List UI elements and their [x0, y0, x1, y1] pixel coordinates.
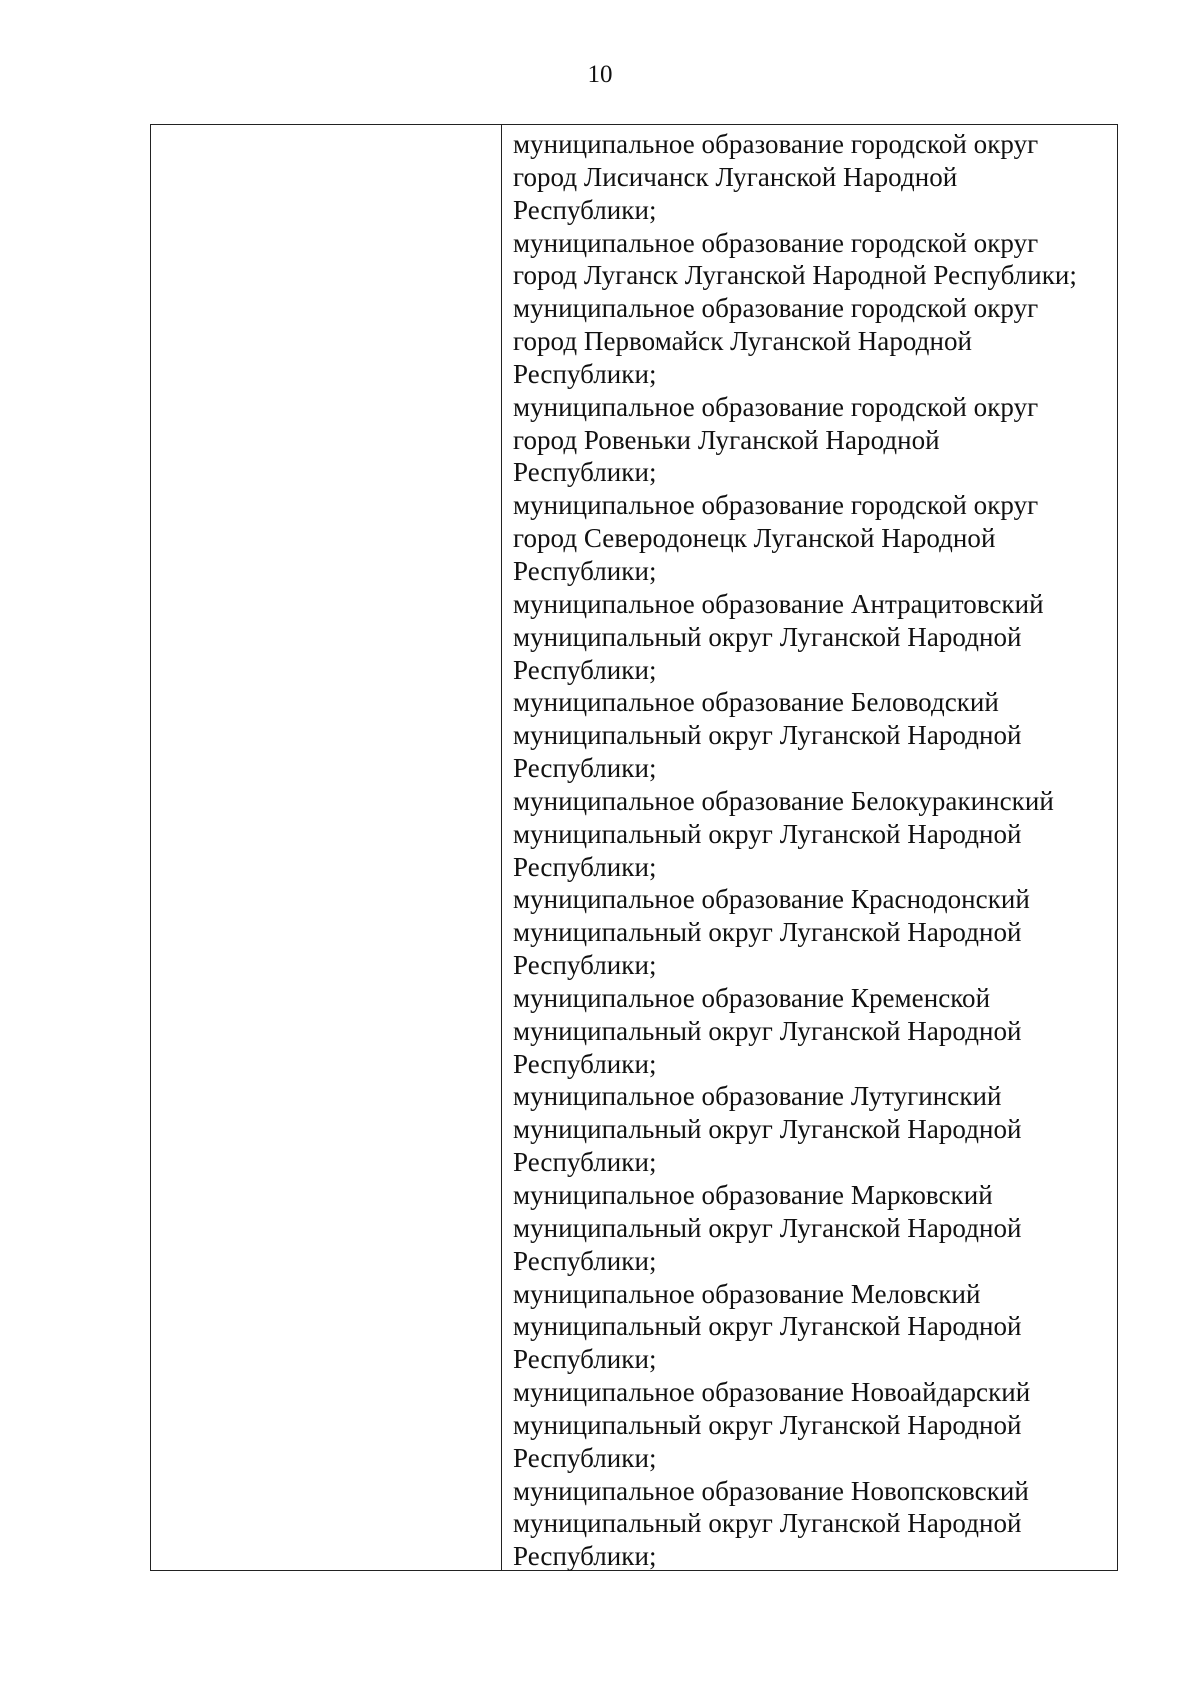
text-line: город Первомайск Луганской Народной [513, 326, 972, 357]
text-line: муниципальный округ Луганской Народной [513, 1212, 1022, 1243]
page-number: 10 [587, 61, 613, 88]
text-line: Республики; [513, 753, 657, 784]
text-line: муниципальный округ Луганской Народной [513, 1311, 1022, 1342]
text-line: муниципальное образование Антрацитовский [513, 588, 1044, 619]
text-line: Республики; [513, 1344, 657, 1375]
text-line: муниципальное образование Беловодский [513, 687, 999, 718]
text-line: муниципальный округ Луганской Народной [513, 720, 1022, 751]
text-line: Республики; [513, 654, 657, 685]
document-table [150, 124, 1118, 1571]
text-line: город Лисичанск Луганской Народной [513, 161, 958, 192]
text-line: муниципальное образование Меловский [513, 1278, 981, 1309]
text-line: Республики; [513, 851, 657, 882]
text-line: муниципальное образование Белокуракинский [513, 785, 1054, 816]
text-line: муниципальный округ Луганской Народной [513, 621, 1022, 652]
table-cell-right [502, 125, 1117, 1570]
text-line: муниципальное образование городской округ [513, 227, 1039, 258]
text-line: муниципальное образование городской округ [513, 293, 1039, 324]
text-line: муниципальное образование Кременской [513, 982, 991, 1013]
text-line: муниципальное образование городской округ [513, 490, 1039, 521]
text-line: муниципальный округ Луганской Народной [513, 917, 1022, 948]
text-line: муниципальное образование Краснодонский [513, 884, 1030, 915]
text-line: муниципальное образование городской округ [513, 391, 1039, 422]
text-line: Республики; [513, 1147, 657, 1178]
text-line: муниципальный округ Луганской Народной [513, 1409, 1022, 1440]
text-line: муниципальный округ Луганской Народной [513, 1015, 1022, 1046]
table-cell-left [151, 125, 502, 1570]
text-line: Республики; [513, 358, 657, 389]
text-line: муниципальный округ Луганской Народной [513, 818, 1022, 849]
text-line: Республики; [513, 555, 657, 586]
text-line: муниципальное образование Новопсковский [513, 1475, 1029, 1506]
text-line: Республики; [513, 457, 657, 488]
text-line: Республики; [513, 1442, 657, 1473]
text-line: Республики; [513, 950, 657, 981]
text-line: муниципальный округ Луганской Народной [513, 1508, 1022, 1539]
text-line: Республики; [513, 1048, 657, 1079]
text-line: муниципальный округ Луганской Народной [513, 1114, 1022, 1145]
text-line: муниципальное образование Лутугинский [513, 1081, 1002, 1112]
text-line: муниципальное образование городской округ [513, 129, 1039, 159]
text-line: Республики; [513, 1541, 657, 1572]
text-line: муниципальное образование Новоайдарский [513, 1377, 1031, 1408]
text-line: город Луганск Луганской Народной Республики; [513, 260, 1077, 291]
text-line: город Ровеньки Луганской Народной [513, 424, 940, 455]
text-line: Республики; [513, 1245, 657, 1276]
text-line: муниципальное образование Марковский [513, 1180, 993, 1210]
text-line: Республики; [513, 194, 657, 225]
text-line: город Северодонецк Луганской Народной [513, 523, 996, 554]
